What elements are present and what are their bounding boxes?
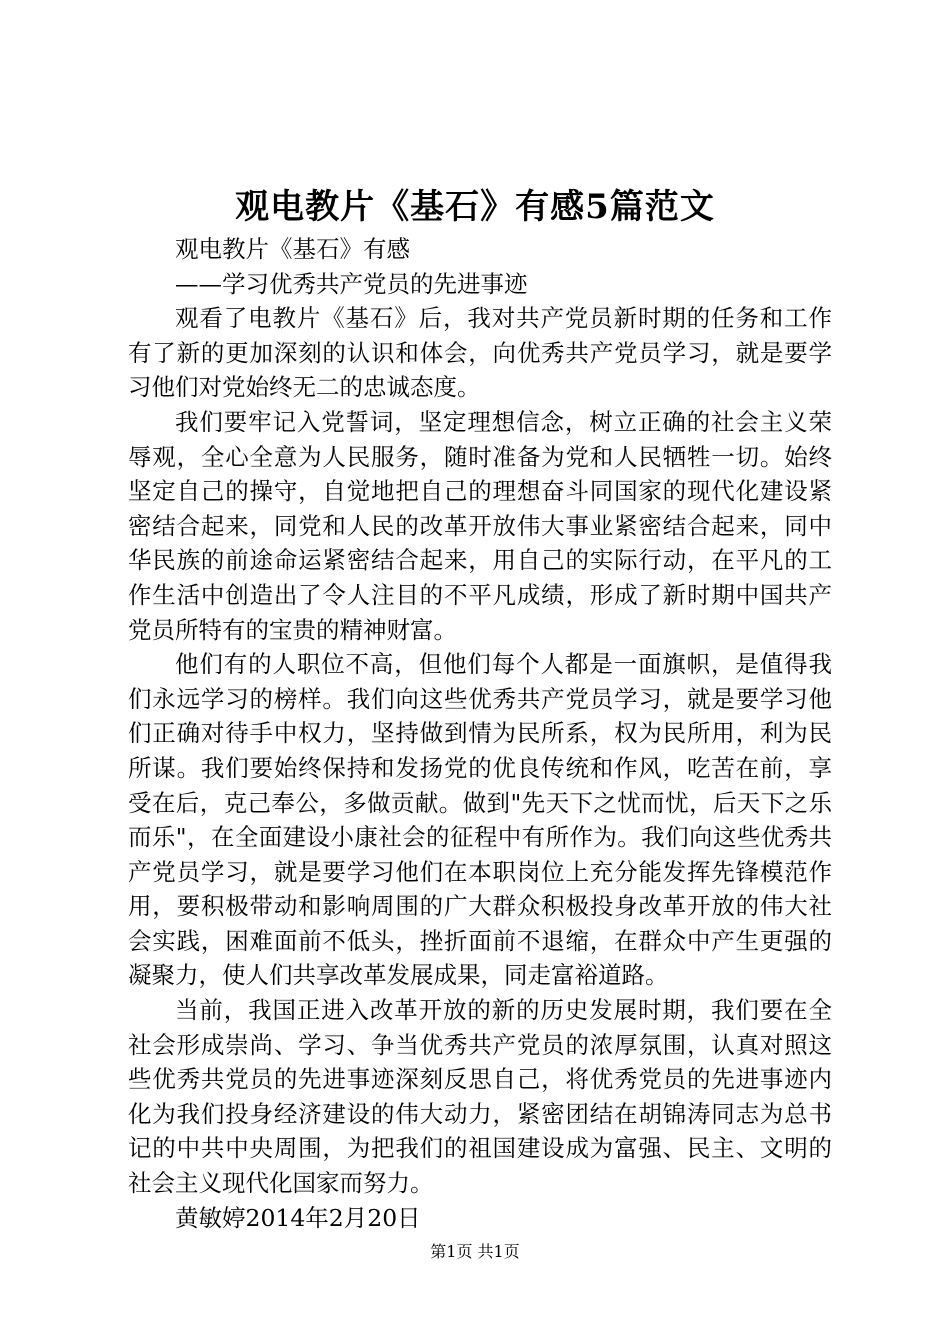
subtitle-line-1: 观电教片《基石》有感 xyxy=(175,235,410,263)
page-footer: 第1页 共1页 xyxy=(430,1242,520,1261)
signature-line: 黄敏婷2014年2月20日 xyxy=(175,1203,421,1232)
body-paragraph-2: 我们要牢记入党誓词，坚定理想信念，树立正确的社会主义荣辱观，全心全意为人民服务，随时准备为党和人民牺牲一切。始终坚定自己的操守，自觉地把自己的理想奋斗同国家的现代化建设紧密结合起来，同党和人民的改革开放伟大事业紧密结合起来，同中华民族的前途命运紧密结合起来，用自己的实际行动，在平凡的工作生活中创造出了令人注目的不平凡成绩，形成了新时期中国共产党员所特有的宝贵的精神财富。 xyxy=(128,407,832,644)
body-paragraph-1: 观看了电教片《基石》后，我对共产党员新时期的任务和工作有了新的更加深刻的认识和体会，向优秀共产党员学习，就是要学习他们对党始终无二的忠诚态度。 xyxy=(128,304,832,402)
document-title: 观电教片《基石》有感5篇范文 xyxy=(235,187,715,227)
document-body xyxy=(128,232,832,1235)
subtitle-line-2: ——学习优秀共产党员的先进事迹 xyxy=(175,269,528,298)
body-paragraph-3: 他们有的人职位不高，但他们每个人都是一面旗帜，是值得我们永远学习的榜样。我们向这些优秀共产党员学习，就是要学习他们正确对待手中权力，坚持做到情为民所系，权为民所用，利为民所谋。我们要始终保持和发扬党的优良传统和作风，吃苦在前，享受在后，克己奉公，多做贡献。做到"先天下之忧而忧，后天下之乐而乐"，在全面建设小康社会的征程中有所作为。我们向这些优秀共产党员学习，就是要学习他们在本职岗位上充分能发挥先锋模范作用，要积极带动和影响周围的广大群众积极投身改革开放的伟大社会实践，困难面前不低头，挫折面前不退缩，在群众中产生更强的凝聚力，使人们共享改革发展成果，同走富裕道路。 xyxy=(128,650,832,990)
body-paragraph-4: 当前，我国正进入改革开放的新的历史发展时期，我们要在全社会形成崇尚、学习、争当优秀共产党员的浓厚氛围，认真对照这些优秀共党员的先进事迹深刻反思自己，将优秀党员的先进事迹内化为我们投身经济建设的伟大动力，紧密团结在胡锦涛同志为总书记的中共中央周围，为把我们的祖国建设成为富强、民主、文明的社会主义现代化国家而努力。 xyxy=(128,996,832,1198)
